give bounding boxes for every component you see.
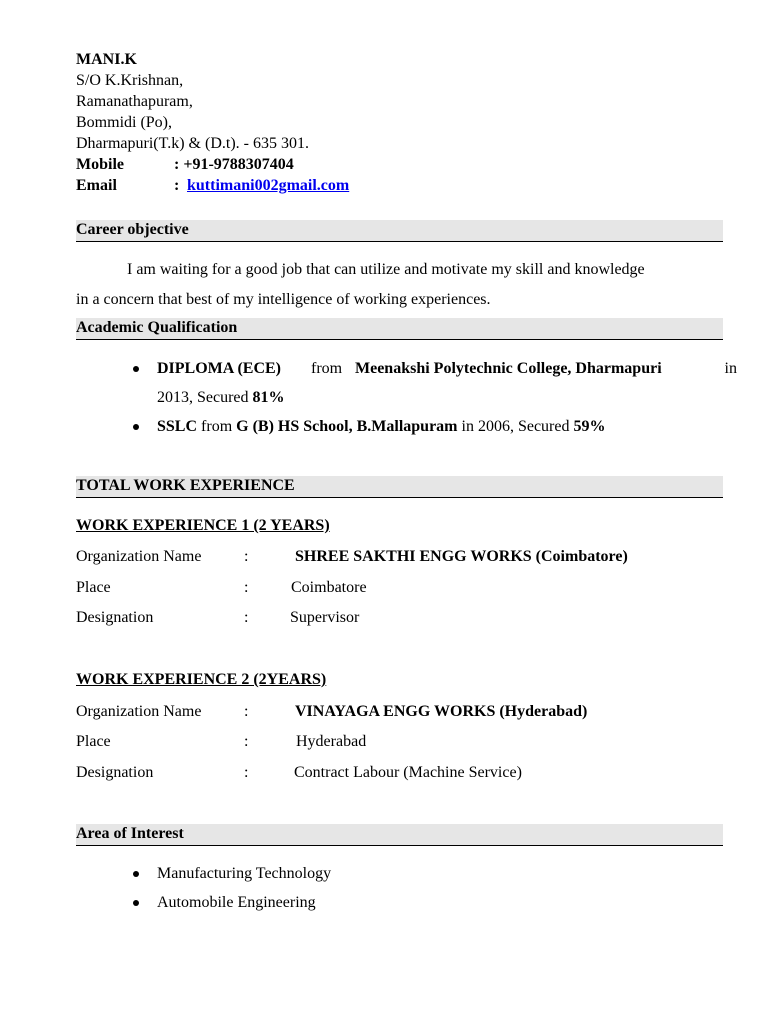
address-line-1: S/O K.Krishnan,: [76, 72, 184, 89]
career-objective-heading: Career objective: [76, 221, 189, 238]
sslc-degree: SSLC: [157, 418, 198, 435]
exp1-org-label: Organization Name: [76, 548, 202, 565]
diploma-from: from: [311, 360, 343, 377]
academic-heading: Academic Qualification: [76, 319, 238, 336]
exp2-org-label: Organization Name: [76, 703, 202, 720]
exp1-place-label: Place: [76, 579, 111, 596]
diploma-score: 81%: [252, 389, 285, 406]
career-objective-line-2: in a concern that best of my intelligence of working experiences.: [76, 291, 491, 308]
academic-item-diploma: [157, 358, 737, 379]
address-line-4: Dharmapuri(T.k) & (D.t). - 635 301.: [76, 135, 309, 152]
exp1-place-colon: :: [244, 579, 249, 596]
interest-header: [76, 824, 723, 846]
exp2-designation-label: Designation: [76, 764, 154, 781]
exp2-designation-colon: :: [244, 764, 249, 781]
interest-item: Automobile Engineering: [157, 894, 316, 911]
diploma-college: Meenakshi Polytechnic College, Dharmapuri: [355, 360, 662, 377]
exp2-place-value: Hyderabad: [296, 733, 367, 750]
sslc-from: from: [201, 418, 233, 435]
exp1-title: WORK EXPERIENCE 1 (2 YEARS): [76, 517, 330, 534]
address-line-3: Bommidi (Po),: [76, 114, 173, 131]
bullet-icon: [133, 366, 139, 372]
bullet-icon: [133, 900, 139, 906]
exp1-designation-colon: :: [244, 609, 249, 626]
sslc-year: in 2006, Secured: [461, 418, 570, 435]
exp2-org-value: VINAYAGA ENGG WORKS (Hyderabad): [295, 703, 588, 720]
sslc-school: G (B) HS School, B.Mallapuram: [236, 418, 458, 435]
interest-heading: Area of Interest: [76, 825, 184, 842]
exp1-place-value: Coimbatore: [291, 579, 367, 596]
exp2-designation-value: Contract Labour (Machine Service): [294, 764, 522, 781]
exp2-title: WORK EXPERIENCE 2 (2YEARS): [76, 671, 327, 688]
work-experience-header: [76, 476, 723, 498]
email-colon: :: [174, 177, 180, 194]
candidate-name: MANI.K: [76, 51, 137, 68]
bullet-icon: [133, 871, 139, 877]
mobile-label: Mobile: [76, 156, 124, 173]
exp1-org-value: SHREE SAKTHI ENGG WORKS (Coimbatore): [295, 548, 628, 565]
work-experience-heading: TOTAL WORK EXPERIENCE: [76, 477, 295, 494]
interest-item: Manufacturing Technology: [157, 865, 332, 882]
bullet-icon: [133, 424, 139, 430]
mobile-value: : +91-9788307404: [174, 156, 294, 173]
exp2-org-colon: :: [244, 703, 249, 720]
exp1-designation-label: Designation: [76, 609, 154, 626]
career-objective-header: [76, 220, 723, 242]
diploma-degree: DIPLOMA (ECE): [157, 360, 281, 377]
exp2-place-label: Place: [76, 733, 111, 750]
exp1-designation-value: Supervisor: [290, 609, 360, 626]
email-link[interactable]: kuttimani002gmail.com: [187, 177, 350, 194]
career-objective-line-1: I am waiting for a good job that can utilize and motivate my skill and knowledge: [127, 261, 645, 278]
diploma-year-line: [157, 387, 285, 408]
diploma-in: in: [724, 360, 737, 377]
exp2-place-colon: :: [244, 733, 249, 750]
exp1-org-colon: :: [244, 548, 249, 565]
academic-item-sslc: [157, 416, 605, 437]
address-line-2: Ramanathapuram,: [76, 93, 193, 110]
sslc-score: 59%: [573, 418, 606, 435]
academic-header: [76, 318, 723, 340]
email-label: Email: [76, 177, 117, 194]
diploma-year: 2013, Secured: [157, 389, 249, 406]
